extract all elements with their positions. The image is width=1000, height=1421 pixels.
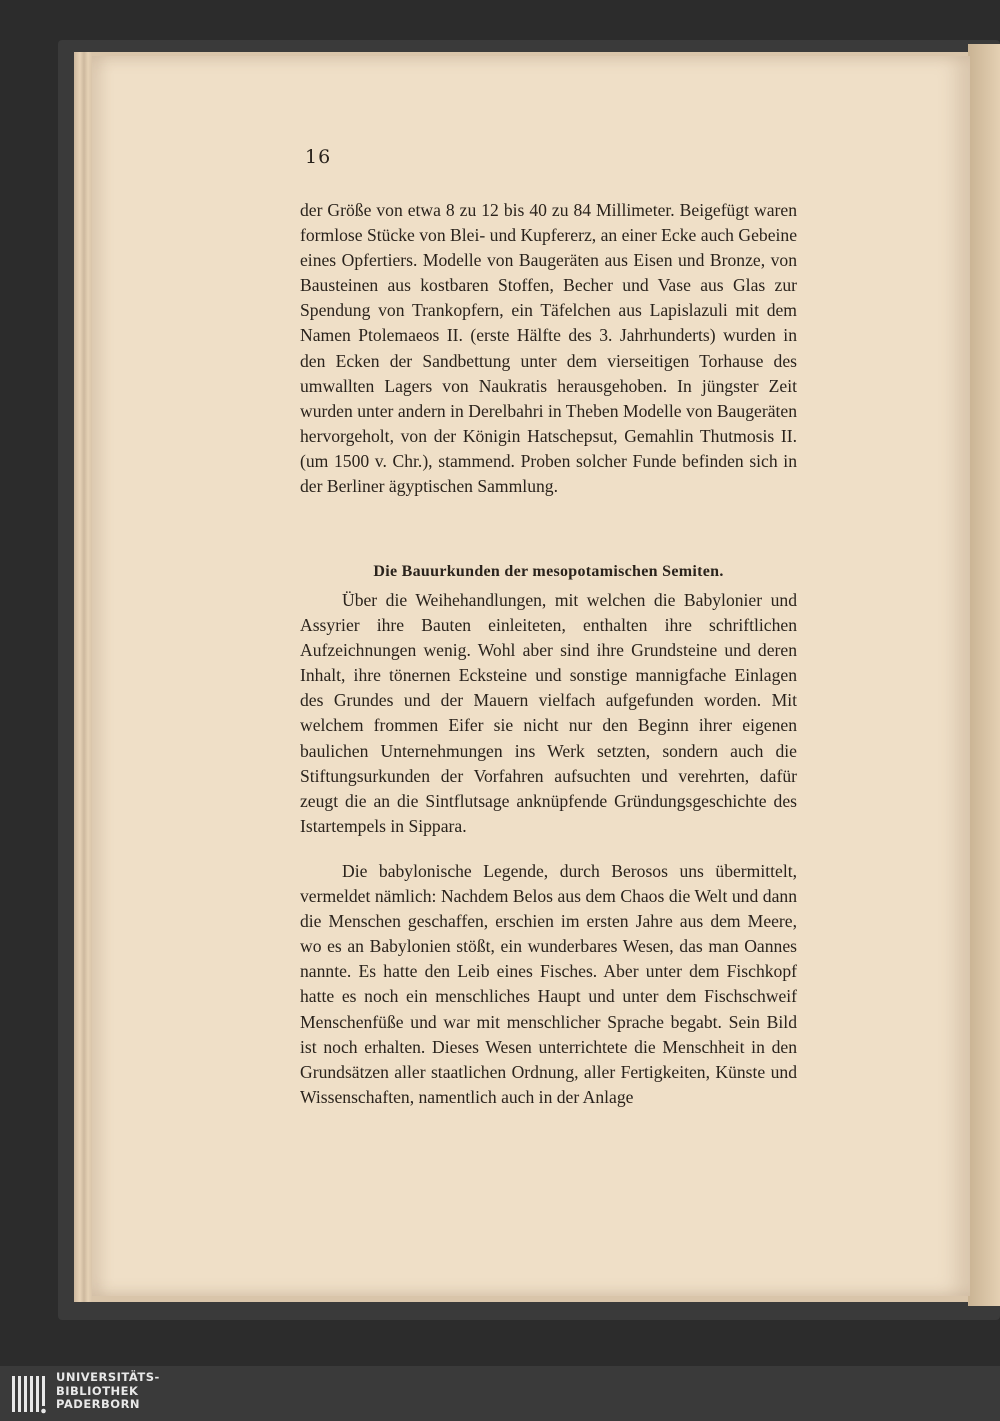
- paragraph-continued: [300, 198, 797, 499]
- paragraph: [300, 588, 797, 839]
- library-logo-text: [56, 1371, 160, 1412]
- paragraph: [300, 859, 797, 1110]
- logo-line: BIBLIOTHEK: [56, 1383, 139, 1398]
- logo-line: UNIVERSITÄTS-: [56, 1370, 160, 1384]
- logo-line: PADERBORN: [56, 1397, 141, 1411]
- section-heading: Die Bauurkunden der mesopotamischen Semiten.: [373, 563, 724, 580]
- paragraph-text: Über die Weihehandlungen, mit welchen die Babylonier und Assyrier ihre Bauten einleiteten, enthalten ihre schriftlichen Aufzeichnungen wenig. Wohl aber sind ihre Grundsteine und deren Inhalt, ihre tönernen Ecksteine und sonstige mannigfache Einlagen des Grundes und der Mauern vielfach aufgefunden worden. Mit welchem frommen Eifer sie nicht nur den Beginn ihrer eigenen baulichen Unternehmungen ins Werk setzten, sondern auch die Stiftungsurkunden der Vorfahren aufsuchten und verehrten, dafür zeugt die an die Sintflutsage anknüpfende Gründungsgeschichte des Istartempels in Sippara.: [300, 590, 797, 836]
- page-number: 16: [305, 146, 332, 168]
- library-bars-icon: [10, 1372, 50, 1416]
- facing-page-edge: [968, 44, 1000, 1306]
- paragraph-text: der Größe von etwa 8 zu 12 bis 40 zu 84 Millimeter. Beigefügt waren formlose Stücke von Blei- und Kupfererz, an einer Ecke auch Gebeine eines Opfertiers. Modelle von Baugeräten aus Eisen und Bronze, von Bausteinen aus kostbaren Stoffen, Becher und Vase aus Glas zur Spendung von Trankopfern, ein Täfelchen aus Lapislazuli mit dem Namen Ptolemaeos II. (erste Hälfte des 3. Jahrhunderts) wurden in den Ecken der Sandbettung unter dem vierseitigen Torhause des umwallten Lagers von Naukratis herausgehoben. In jüngster Zeit wurden unter andern in Derelbahri in Theben Modelle von Baugeräten hervorgeholt, von der Königin Hatschepsut, Gemahlin Thutmosis II. (um 1500 v. Chr.), stammend. Proben solcher Funde befinden sich in der Berliner ägyptischen Sammlung.: [300, 200, 797, 497]
- paragraph-text: Die babylonische Legende, durch Berosos uns übermittelt, vermeldet nämlich: Nachdem Belos aus dem Chaos die Welt und dann die Menschen geschaffen, erschien im ersten Jahre aus dem Meere, wo es an Babylonien stößt, ein wunderbares Wesen, das man Oannes nannte. Es hatte den Leib eines Fisches. Aber unter dem Fischkopf hatte es noch ein menschliches Haupt und unter dem Fischschweif Menschenfüße und war mit menschlicher Sprache begabt. Sein Bild ist noch erhalten. Dieses Wesen unterrichtete die Menschheit in den Grundsätzen aller staatlichen Ordnung, aller Fertigkeiten, Künste und Wissenschaften, namentlich auch in der Anlage: [300, 861, 797, 1107]
